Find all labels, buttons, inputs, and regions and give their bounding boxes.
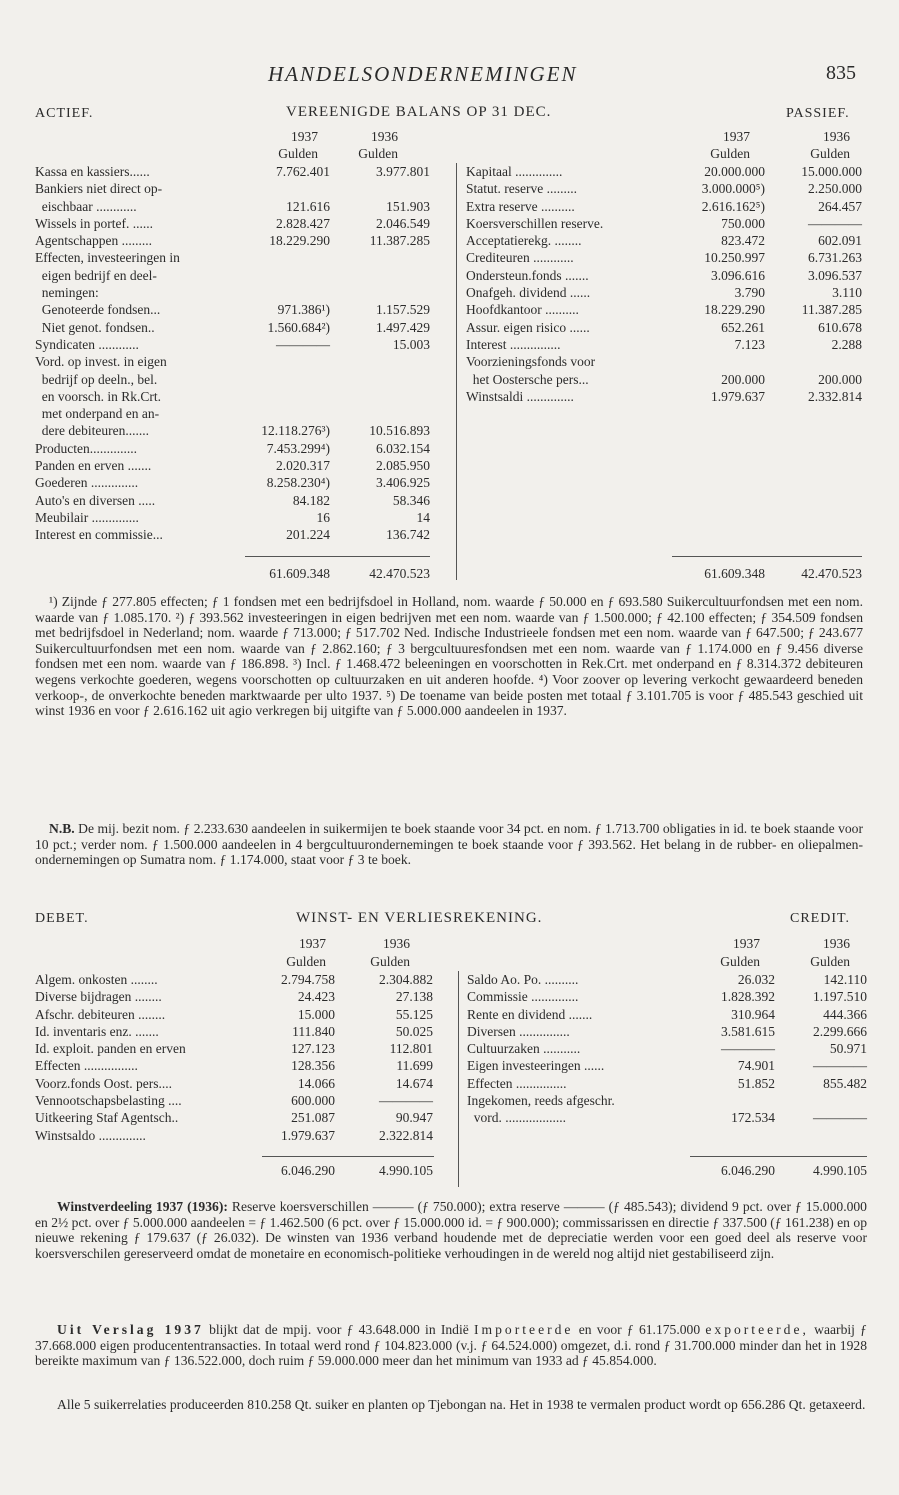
pnl-credit-year-b: 1936 xyxy=(823,936,850,951)
row-label: Cultuurzaken ........... xyxy=(467,1041,581,1057)
row-a: 823.472 xyxy=(721,233,765,249)
row-label: vord. .................. xyxy=(467,1110,566,1126)
row-b xyxy=(332,284,430,301)
row-label: Meubilair .............. xyxy=(35,509,139,525)
row-b: 2.250.000 xyxy=(808,181,862,197)
row-a: 127.123 xyxy=(291,1041,335,1057)
row-b: ———— xyxy=(813,1110,867,1126)
row-a: 18.229.290 xyxy=(704,302,765,318)
row-a: ———— xyxy=(276,336,330,352)
row-label: Niet genot. fondsen.. xyxy=(35,319,155,335)
balance-liab-year-b: 1936 xyxy=(823,129,850,144)
row-a: ———— xyxy=(721,1041,775,1057)
row-b: 6.032.154 xyxy=(376,440,430,456)
verslag-exporteerde: exporteerde, xyxy=(705,1322,809,1337)
row-a: 750.000 xyxy=(721,215,765,231)
row-b: 58.346 xyxy=(392,492,430,508)
row-label: Effecten ............... xyxy=(467,1075,567,1091)
row-label: Assur. eigen risico ...... xyxy=(466,319,590,335)
row-label: Voorzieningsfonds voor xyxy=(466,354,596,370)
row-b: 11.387.285 xyxy=(801,302,862,318)
pnl-debit-1936 xyxy=(338,971,433,1144)
row-b: ———— xyxy=(379,1093,433,1109)
row-a xyxy=(232,249,330,266)
row-a: 3.581.615 xyxy=(721,1023,775,1039)
row-a: 8.258.230⁴) xyxy=(266,475,330,491)
row-label: Commissie .............. xyxy=(467,989,579,1005)
row-a: 200.000 xyxy=(721,371,765,387)
row-a: 20.000.000 xyxy=(704,164,765,179)
row-b: 2.046.549 xyxy=(376,215,430,231)
row-label: Agentschappen ......... xyxy=(35,233,152,249)
row-a: 12.118.276³) xyxy=(261,423,330,439)
row-label: Afschr. debiteuren ........ xyxy=(35,1006,166,1022)
verslag-importeerde: Importeerde xyxy=(474,1322,574,1337)
row-label: Ingekomen, reeds afgeschr. xyxy=(467,1093,615,1109)
pnl-credit-1937 xyxy=(680,971,775,1127)
balance-liab-total-b: 42.470.523 xyxy=(801,566,862,581)
pnl-debit-labels xyxy=(35,971,263,1144)
row-a: 310.964 xyxy=(731,1006,775,1022)
row-a xyxy=(232,284,330,301)
row-label: Ondersteun.fonds ....... xyxy=(466,267,589,283)
row-a: 7.123 xyxy=(734,336,765,352)
row-b: ———— xyxy=(813,1058,867,1074)
row-label: Extra reserve .......... xyxy=(466,198,575,214)
row-label: Producten.............. xyxy=(35,440,137,456)
row-a: 172.534 xyxy=(731,1110,775,1126)
verslag-paragraph xyxy=(35,1322,867,1369)
balance-footnotes: ¹) Zijnde ƒ 277.805 effecten; ƒ 1 fondsen met een bedrijfsdoel in Holland, nom. waarde ƒ 50.000 en ƒ 693.580 Suikercultuurfondsen met een nom. waarde van ƒ 1.085.170. ²) ƒ 393.562 investeeringen in eigen bedrijven met een nom. waarde van ƒ 1.500.000; ƒ 42.100 effecten; ƒ 354.509 fondsen met bedrijfsdoel in Nederland; nom. waarde ƒ 713.000; ƒ 517.702 Ned. Indische Industrieele fondsen met een nom. waarde van ƒ 647.500; ƒ 243.677 Suikercultuurfondsen met een nom. waarde van ƒ 2.862.160; ƒ 3 bergcultuuresfondsen met een nom. waarde van ƒ 1.174.000 en ƒ 9.456 diverse fondsen met een nom. waarde van ƒ 186.898. ³) Incl. ƒ 1.468.472 beleeningen en voorschotten in Rek.Crt. met onderpand en ƒ 8.314.372 debiteuren wegens verkochte goederen, wegens voorschotten op cultuurzaken en uit anderen hoofde. ⁴) Voor zoover op levering verkocht gewaardeerd beneden verkoop-, de onverkochte beneden marktwaarde per ulto 1937. ⁵) De toename van beide posten met totaal ƒ 3.101.705 is voor ƒ 485.543 geschied uit winst 1936 en voor ƒ 2.616.162 uit agio verkregen bij uitgifte van ƒ 5.000.000 aandeelen in 1937. xyxy=(35,594,863,719)
row-b: 3.096.537 xyxy=(808,267,862,283)
balance-assets-1937 xyxy=(232,163,330,544)
pnl-credit-unit-a: Gulden xyxy=(720,954,760,969)
row-b xyxy=(775,1092,867,1109)
row-label: Genoteerde fondsen... xyxy=(35,302,161,318)
row-label: Diverse bijdragen ........ xyxy=(35,989,162,1005)
balance-assets-unit-b: Gulden xyxy=(358,146,398,161)
row-a: 84.182 xyxy=(292,492,330,508)
row-label: Vord. op invest. in eigen xyxy=(35,354,167,370)
row-b: 3.406.925 xyxy=(376,475,430,491)
pnl-credit-total-a: 6.046.290 xyxy=(721,1163,775,1178)
row-label: Onafgeh. dividend ...... xyxy=(466,285,591,301)
row-label: Panden en erven ....... xyxy=(35,458,152,474)
row-b: 136.742 xyxy=(386,527,430,543)
row-a: 600.000 xyxy=(291,1093,335,1109)
row-a: 2.828.427 xyxy=(276,215,330,231)
row-a xyxy=(232,180,330,197)
row-a: 18.229.290 xyxy=(269,233,330,249)
row-label: dere debiteuren....... xyxy=(35,423,149,439)
row-a xyxy=(232,405,330,422)
row-label: Wissels in portef. ...... xyxy=(35,215,153,231)
row-b: 2.085.950 xyxy=(376,458,430,474)
row-label: eigen bedrijf en deel- xyxy=(35,267,157,283)
row-b: 2.304.882 xyxy=(379,972,433,987)
closing-paragraph: Alle 5 suikerrelaties produceerden 810.258 Qt. suiker en planten op Tjebongan na. Het in 1938 te vermalen product wordt op 656.286 Qt. getaxeerd. xyxy=(57,1397,866,1412)
row-a: 3.790 xyxy=(734,285,765,301)
row-a: 251.087 xyxy=(291,1110,335,1126)
pnl-debit-1937 xyxy=(245,971,335,1144)
balance-assets-total-rule xyxy=(245,556,430,557)
row-b xyxy=(332,405,430,422)
row-b: 50.971 xyxy=(829,1041,867,1057)
row-b: 855.482 xyxy=(823,1075,867,1091)
row-b: 2.288 xyxy=(831,336,862,352)
row-b: 50.025 xyxy=(395,1023,433,1039)
row-a: 3.096.616 xyxy=(711,267,765,283)
row-b: 444.366 xyxy=(823,1006,867,1022)
row-b: 11.387.285 xyxy=(369,233,430,249)
row-a: 128.356 xyxy=(291,1058,335,1074)
row-label: Hoofdkantoor .......... xyxy=(466,302,579,318)
row-a: 1.828.392 xyxy=(721,989,775,1005)
row-b: 55.125 xyxy=(395,1006,433,1022)
balance-liab-unit-a: Gulden xyxy=(710,146,750,161)
nb-label: N.B. xyxy=(49,821,75,836)
balance-liab-1936 xyxy=(765,163,862,405)
row-a: 14.066 xyxy=(297,1075,335,1091)
row-a: 7.453.299⁴) xyxy=(266,440,330,456)
row-b: 2.322.814 xyxy=(379,1127,433,1143)
row-b: 14 xyxy=(416,509,430,525)
row-a: 2.616.162⁵) xyxy=(701,198,765,214)
row-label: Voorz.fonds Oost. pers.... xyxy=(35,1075,172,1091)
row-a: 1.979.637 xyxy=(281,1127,335,1143)
balance-right-heading: PASSIEF. xyxy=(786,106,850,121)
pnl-debit-total-a: 6.046.290 xyxy=(281,1163,335,1178)
pnl-divider xyxy=(458,971,459,1187)
row-b: 2.299.666 xyxy=(813,1023,867,1039)
row-b: 6.731.263 xyxy=(808,250,862,266)
row-b: 15.000.000 xyxy=(801,164,862,179)
row-b: 112.801 xyxy=(389,1041,433,1057)
row-b: 90.947 xyxy=(395,1110,433,1126)
row-b: 3.977.801 xyxy=(376,164,430,179)
row-label: Statut. reserve ......... xyxy=(466,181,577,197)
row-label: Kassa en kassiers...... xyxy=(35,164,150,179)
row-b: 10.516.893 xyxy=(369,423,430,439)
row-a xyxy=(665,353,765,370)
pnl-credit-year-a: 1937 xyxy=(733,936,760,951)
row-label: Uitkeering Staf Agentsch.. xyxy=(35,1110,179,1126)
row-label: Bankiers niet direct op- xyxy=(35,181,163,197)
row-b xyxy=(332,371,430,388)
row-a: 1.560.684²) xyxy=(267,319,330,335)
row-a: 3.000.000⁵) xyxy=(701,181,765,197)
balance-assets-1936 xyxy=(332,163,430,544)
row-a: 1.979.637 xyxy=(711,388,765,404)
nb-text: De mij. bezit nom. ƒ 2.233.630 aandeelen in suikermijen te boek staande voor 34 pct. en nom. ƒ 1.713.700 obligaties in id. te boek staande voor 10 pct.; verder nom. ƒ 1.500.000 aandeelen in 4 bergcultuurondernemingen te boek staande voor ƒ 393.562. Het belang in de rubber- en oliepalmen-ondernemingen op Sumatra nom. ƒ 1.174.000, staat voor ƒ 3 te boek. xyxy=(35,821,863,868)
balance-assets-year-a: 1937 xyxy=(291,129,318,144)
balance-assets-year-b: 1936 xyxy=(371,129,398,144)
balance-liab-unit-b: Gulden xyxy=(810,146,850,161)
row-a xyxy=(232,267,330,284)
row-label: het Oostersche pers... xyxy=(466,371,589,387)
row-b: 15.003 xyxy=(392,336,430,352)
balance-liab-labels xyxy=(466,163,676,405)
row-b xyxy=(332,180,430,197)
row-a: 2.020.317 xyxy=(276,458,330,474)
row-b: 1.197.510 xyxy=(813,989,867,1005)
balance-left-heading: ACTIEF. xyxy=(35,106,94,121)
row-label: Winstsaldo .............. xyxy=(35,1127,146,1143)
balance-liab-1937 xyxy=(665,163,765,405)
row-a: 74.901 xyxy=(737,1058,775,1074)
row-b: 264.457 xyxy=(818,198,862,214)
row-label: Interest en commissie... xyxy=(35,527,163,543)
row-label: Vennootschapsbelasting .... xyxy=(35,1093,182,1109)
winstverdeeling-text: Reserve koersverschillen ——— (ƒ 750.000); extra reserve ——— (ƒ 485.543); dividend 9 pct. over ƒ 15.000.000 en 2½ pct. over ƒ 5.000.000 aandeelen = ƒ 1.462.500 (6 pct. over ƒ 15.000.000 id. = ƒ 900.000); commissarissen en directie ƒ 337.500 (ƒ 161.238) en op nieuwe rekening ƒ 179.637 (ƒ 26.032). De winsten van 1936 verband houdende met de depreciatie werden voor een goed deel als reserve voor koersverschilen gereserveerd omdat de monetaire en economisch-politieke verhoudingen in de wereld nog altijd niet gestabiliseerd zijn. xyxy=(35,1199,867,1261)
row-a: 10.250.997 xyxy=(704,250,765,266)
balance-liab-year-a: 1937 xyxy=(723,129,750,144)
pnl-credit-unit-b: Gulden xyxy=(810,954,850,969)
balance-assets-unit-a: Gulden xyxy=(278,146,318,161)
winstverdeeling-label: Winstverdeeling 1937 (1936): xyxy=(57,1199,228,1214)
row-a: 26.032 xyxy=(737,972,775,987)
row-label: Eigen investeeringen ...... xyxy=(467,1058,605,1074)
row-b xyxy=(332,249,430,266)
row-label: nemingen: xyxy=(35,285,99,301)
row-a: 111.840 xyxy=(292,1023,335,1039)
balance-liab-total-rule xyxy=(672,556,862,557)
row-label: Rente en dividend ....... xyxy=(467,1006,593,1022)
pnl-debit-year-b: 1936 xyxy=(383,936,410,951)
row-label: Kapitaal .............. xyxy=(466,164,563,179)
row-a: 121.616 xyxy=(286,198,330,214)
verslag-label: Uit Verslag 1937 xyxy=(57,1322,204,1337)
row-label: Syndicaten ............ xyxy=(35,336,139,352)
row-a xyxy=(232,353,330,370)
pnl-left-heading: DEBET. xyxy=(35,911,89,926)
row-a: 16 xyxy=(316,509,330,525)
row-a: 24.423 xyxy=(297,989,335,1005)
balance-title: VEREENIGDE BALANS OP 31 DEC. xyxy=(286,104,552,120)
row-label: eischbaar ............ xyxy=(35,198,137,214)
row-b: 14.674 xyxy=(395,1075,433,1091)
row-label: Acceptatierekg. ........ xyxy=(466,233,582,249)
row-a: 201.224 xyxy=(286,527,330,543)
row-label: Auto's en diversen ..... xyxy=(35,492,156,508)
verslag-text3: waarbij ƒ 37.668.000 eigen producententransacties. In totaal werd rond ƒ 104.823.000 (v.j. ƒ 64.524.000) omgezet, d.i. rond ƒ 31.700.000 minder dan het in 1928 bereikte maximum van ƒ 136.522.000, doch ruim ƒ 59.000.000 meer dan het minimum van 1933 ad ƒ 45.854.000. xyxy=(35,1322,867,1369)
row-b: ———— xyxy=(808,215,862,231)
row-a: 15.000 xyxy=(297,1006,335,1022)
row-label: met onderpand en an- xyxy=(35,406,160,422)
row-label: Interest ............... xyxy=(466,336,561,352)
row-b: 1.497.429 xyxy=(376,319,430,335)
row-a: 51.852 xyxy=(737,1075,775,1091)
row-label: Effecten, investeeringen in xyxy=(35,250,180,266)
row-b: 3.110 xyxy=(832,285,862,301)
balance-divider xyxy=(456,163,457,580)
row-label: Winstsaldi .............. xyxy=(466,388,574,404)
pnl-debit-year-a: 1937 xyxy=(299,936,326,951)
row-a xyxy=(232,388,330,405)
row-b xyxy=(332,388,430,405)
pnl-debit-unit-a: Gulden xyxy=(286,954,326,969)
row-label: Id. exploit. panden en erven xyxy=(35,1041,186,1057)
row-b: 11.699 xyxy=(396,1058,433,1074)
row-b: 142.110 xyxy=(823,972,867,987)
balance-assets-total-b: 42.470.523 xyxy=(369,566,430,581)
row-b: 602.091 xyxy=(818,233,862,249)
pnl-credit-1936 xyxy=(775,971,867,1127)
verslag-text1: blijkt dat de mpij. voor ƒ 43.648.000 in Indië xyxy=(209,1322,469,1337)
row-b: 27.138 xyxy=(395,989,433,1005)
row-label: Goederen .............. xyxy=(35,475,139,491)
page-number: 835 xyxy=(826,62,856,84)
row-label: Koersverschillen reserve. xyxy=(466,215,604,231)
row-a: 971.386¹) xyxy=(277,302,330,318)
nb-paragraph xyxy=(35,821,863,868)
row-label: Diversen ............... xyxy=(467,1023,570,1039)
row-b: 610.678 xyxy=(818,319,862,335)
row-label: Saldo Ao. Po. .......... xyxy=(467,972,579,987)
balance-assets-total-a: 61.609.348 xyxy=(269,566,330,581)
row-b xyxy=(765,353,862,370)
row-a: 652.261 xyxy=(721,319,765,335)
row-a: 2.794.758 xyxy=(281,972,335,987)
row-label: Id. inventaris enz. ....... xyxy=(35,1023,159,1039)
verslag-text2: en voor ƒ 61.175.000 xyxy=(578,1322,701,1337)
row-label: Crediteuren ............ xyxy=(466,250,574,266)
pnl-credit-total-b: 4.990.105 xyxy=(813,1163,867,1178)
page-title: HANDELSONDERNEMINGEN xyxy=(268,62,578,86)
row-label: Algem. onkosten ........ xyxy=(35,972,158,987)
row-b: 151.903 xyxy=(386,198,430,214)
pnl-debit-total-rule xyxy=(262,1156,434,1157)
row-b xyxy=(332,353,430,370)
row-b xyxy=(332,267,430,284)
pnl-debit-unit-b: Gulden xyxy=(370,954,410,969)
pnl-title: WINST- EN VERLIESREKENING. xyxy=(296,910,543,926)
winstverdeeling-paragraph xyxy=(35,1199,867,1261)
pnl-credit-total-rule xyxy=(690,1156,867,1157)
row-a xyxy=(232,371,330,388)
row-label: Effecten ................ xyxy=(35,1058,138,1074)
balance-liab-total-a: 61.609.348 xyxy=(704,566,765,581)
pnl-debit-total-b: 4.990.105 xyxy=(379,1163,433,1178)
pnl-right-heading: CREDIT. xyxy=(790,911,851,926)
row-b: 1.157.529 xyxy=(376,302,430,318)
row-b: 200.000 xyxy=(818,371,862,387)
balance-assets-labels xyxy=(35,163,255,544)
row-a: 7.762.401 xyxy=(276,164,330,179)
pnl-credit-labels xyxy=(467,971,687,1127)
row-a xyxy=(680,1092,775,1109)
row-label: bedrijf op deeln., bel. xyxy=(35,371,158,387)
row-b: 2.332.814 xyxy=(808,388,862,404)
row-label: en voorsch. in Rk.Crt. xyxy=(35,388,161,404)
